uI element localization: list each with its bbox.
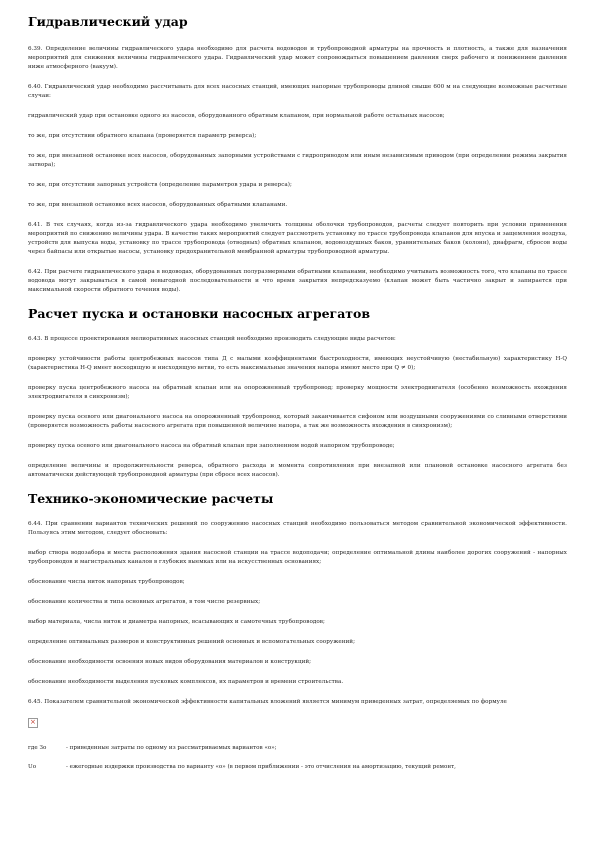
definition-text: - приведенные затраты по одному из рассматриваемых вариантов «о»; [66,745,277,751]
list-item-justify-2: обоснование числа ниток напорных трубопроводов; [28,579,185,585]
list-item-justify-3: обоснование количества и типа основных агрегатов, в том числе резервных; [28,599,261,605]
list-item-case-4: то же, при отсутствии запорных устройств (определение параметров удара и реверса); [28,182,292,188]
list-item-case-5: то же, при внезапной остановке всех насосов, оборудованных обратными клапанами. [28,202,288,208]
paragraph-6-43: 6.43. В процессе проектирования мелиоративных насосных станций необходимо производить следующие виды расчетов: [28,336,396,342]
list-item-justify-6: обоснование необходимости освоения новых видов оборудования материалов и конструкций; [28,659,312,665]
list-item-justify-7: обоснование необходимости выделения пусковых комплексов, их параметров и времени строительства. [28,679,344,685]
paragraph-6-44: 6.44. При сравнении вариантов технических решений по сооружению насосных станций необходимо пользоваться методом сравнительной экономической эффективности. Пользуясь этим методом, следует обосновать: [28,521,567,536]
paragraph-6-41: 6.41. В тех случаях, когда из-за гидравлического удара необходимо увеличить толщины оболочки трубопроводов, расчеты следует повторить при условии применения мероприятий по снижению величины удара. В качестве таких мероприятий следует рассмотреть установку по трассе трубопровода клапанов для впуска и защемления воздуха, устройств для выпуска воды, установку по трассе трубопровода (отводных) обратных клапанов, водовоздушных баков, уравнительных баков (колонн), диафрагм, сбросов воды через байпасы или открытые насосы, установку предохранительной мембранной арматуры трубопроводной арматуры. [28,222,567,255]
definition-text: - ежегодные издержки производства по варианту «о» (в первом приближении - это отчисления на амортизацию, текущий ремонт, [66,764,456,770]
paragraph-6-42: 6.42. При расчете гидравлического удара в водоводах, оборудованных полуразмерными обратными клапанами, необходимо учитывать возможность того, что клапаны по трассе водовода могут закрываться в самой невыгодной последовательности и что время закрытия непредсказуемо (клапан может быть частично закрыт и запирается при максимальной скорости обратного течения воды). [28,269,567,293]
list-item-check-3: проверку пуска осевого или диагонального насоса на опорожненный трубопровод, который заканчивается сифоном или воздушными сооружениями со сливными отверстиями (проверяется возможность работы насосного агрегата при повышенной величине напора, а так же возможность вхождения в синхронизм); [28,414,567,429]
list-item-case-1: гидравлический удар при остановке одного из насосов, оборудованного обратным клапаном, при нормальной работе остальных насосов; [28,113,445,119]
paragraph-6-40: 6.40. Гидравлический удар необходимо рассчитывать для всех насосных станций, имеющих напорные трубопроводы длиной свыше 600 м на следующие возможные расчетные случаи: [28,84,567,99]
definition-row [28,763,567,772]
definition-row [28,744,567,753]
list-item-check-1: проверку устойчивости работы центробежных насосов типа Д с малыми коэффициентами быстроходности, имеющих неустойчивую (нестабильную) характеристику H-Q (характеристика H-Q имеет восходящую и нисходящую ветви, то есть максимальные значения напора имеют место при Q ≠ 0); [28,356,567,371]
list-item-case-2: то же, при отсутствии обратного клапана (проверяется параметр реверса); [28,133,257,139]
definition-term: Uо [28,764,37,770]
list-item-check-5: определение величины и продолжительности реверса, обратного расхода и момента сопротивления при внезапной или плановой остановке насосного агрегата без автоматически действующей трубопроводной арматуры (при сбросе всех насосов). [28,463,567,478]
list-item-case-3: то же, при внезапной остановке всех насосов, оборудованных запорными устройствами с гидроприводом или иным независимым приводом (при определении режима закрытия затвора); [28,153,567,168]
list-item-justify-4: выбор материала, числа ниток и диаметра напорных, всасывающих и самотечных трубопроводов; [28,619,325,625]
section-title-pump-start-stop: Расчет пуска и остановки насосных агрегатов [28,306,371,321]
list-item-justify-5: определение оптимальных размеров и конструктивных решений основных и вспомогательных сооружений; [28,639,356,645]
section-title-technical-economic: Технико-экономические расчеты [28,491,274,506]
definition-term: где Зо [28,745,47,751]
paragraph-6-39: 6.39. Определение величины гидравлического удара необходимо для расчета водоводов и трубопроводной арматуры на прочность и плотность, а также для назначения мероприятий для снижения величины гидравлического удара. Гидравлический удар может сопровождаться повышением давления сверх рабочего и понижением давления ниже атмосферного (вакуум). [28,46,567,70]
broken-image-icon: × [28,718,38,728]
list-item-check-2: проверку пуска центробежного насоса на обратный клапан или на опорожненный трубопровод; проверку мощности электродвигателя (особенно возможность вхождения электродвигателя в синхронизм); [28,385,567,400]
section-title-hydraulic-shock: Гидравлический удар [28,14,188,29]
list-item-justify-1: выбор створа водозабора и места расположения здания насосной станции на трассе водоподачи; определение оптимальной длины наиболее дорогих сооружений - напорных трубопроводов и магистральных каналов в глубоких выемках или на искусственных основаниях; [28,550,567,565]
list-item-check-4: проверку пуска осевого или диагонального насоса на обратный клапан при заполненном водой напорном трубопроводе; [28,443,395,449]
paragraph-6-45: 6.45. Показателем сравнительной экономической эффективности капитальных вложений является минимум приведенных затрат, определяемых по формуле [28,699,507,705]
